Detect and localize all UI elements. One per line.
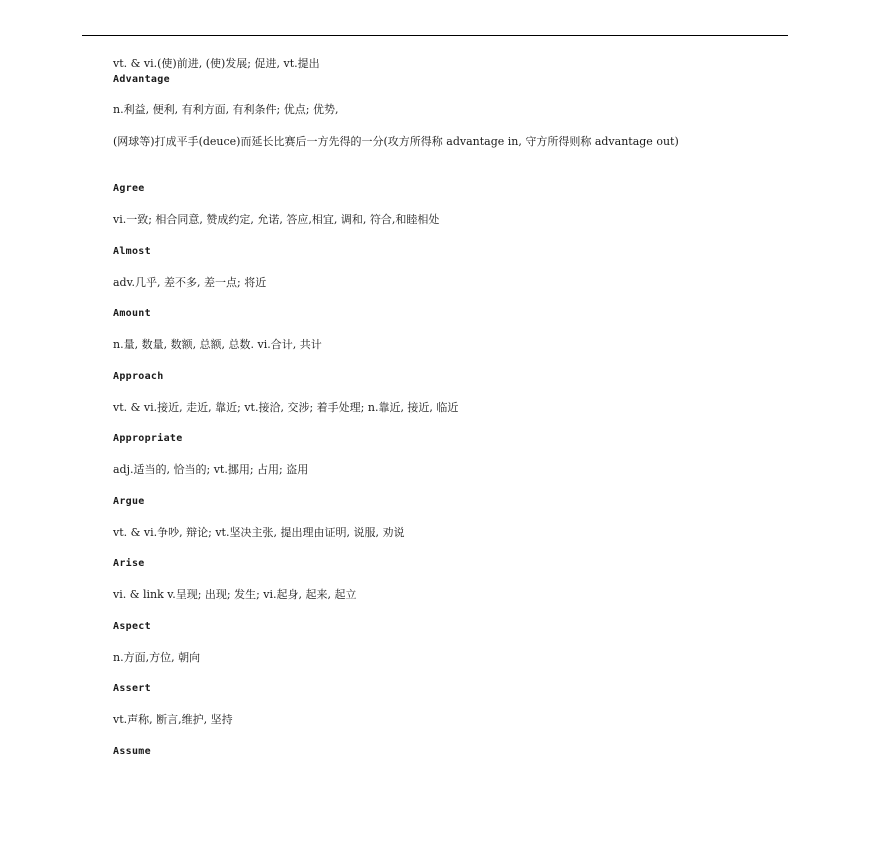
header-rule xyxy=(82,35,788,36)
headword-agree: Agree xyxy=(113,183,145,194)
definition-line: adv.几乎, 差不多, 差一点; 将近 xyxy=(113,276,267,289)
definition-line: n.量, 数量, 数额, 总额, 总数. vi.合计, 共计 xyxy=(113,338,322,351)
definition-line: n.方面,方位, 朝向 xyxy=(113,651,201,664)
headword-almost: Almost xyxy=(113,246,151,257)
definition-line: vt. & vi.(使)前进, (使)发展; 促进, vt.提出 xyxy=(113,57,320,70)
headword-argue: Argue xyxy=(113,496,145,507)
definition-line: vi.一致; 相合同意, 赞成约定, 允诺, 答应,相宜, 调和, 符合,和睦相处 xyxy=(113,213,440,226)
headword-assume: Assume xyxy=(113,746,151,757)
definition-line: adj.适当的, 恰当的; vt.挪用; 占用; 盗用 xyxy=(113,463,309,476)
headword-assert: Assert xyxy=(113,683,151,694)
headword-appropriate: Appropriate xyxy=(113,433,183,444)
definition-line: vi. & link v.呈现; 出现; 发生; vi.起身, 起来, 起立 xyxy=(113,588,357,601)
definition-line: vt.声称, 断言,维护, 坚持 xyxy=(113,713,233,726)
definition-line: n.利益, 便利, 有利方面, 有利条件; 优点; 优势, xyxy=(113,103,339,116)
headword-advantage: Advantage xyxy=(113,74,170,85)
headword-amount: Amount xyxy=(113,308,151,319)
definition-line: vt. & vi.接近, 走近, 靠近; vt.接洽, 交涉; 着手处理; n.靠近, 接近, 临近 xyxy=(113,401,459,414)
headword-approach: Approach xyxy=(113,371,164,382)
definition-line: vt. & vi.争吵, 辩论; vt.坚决主张, 提出理由证明, 说服, 劝说 xyxy=(113,526,405,539)
headword-arise: Arise xyxy=(113,558,145,569)
headword-aspect: Aspect xyxy=(113,621,151,632)
definition-line-wrapped: (网球等)打成平手(deuce)而延长比赛后一方先得的一分(攻方所得称 advantage in, 守方所得则称 advantage out) xyxy=(113,135,679,148)
